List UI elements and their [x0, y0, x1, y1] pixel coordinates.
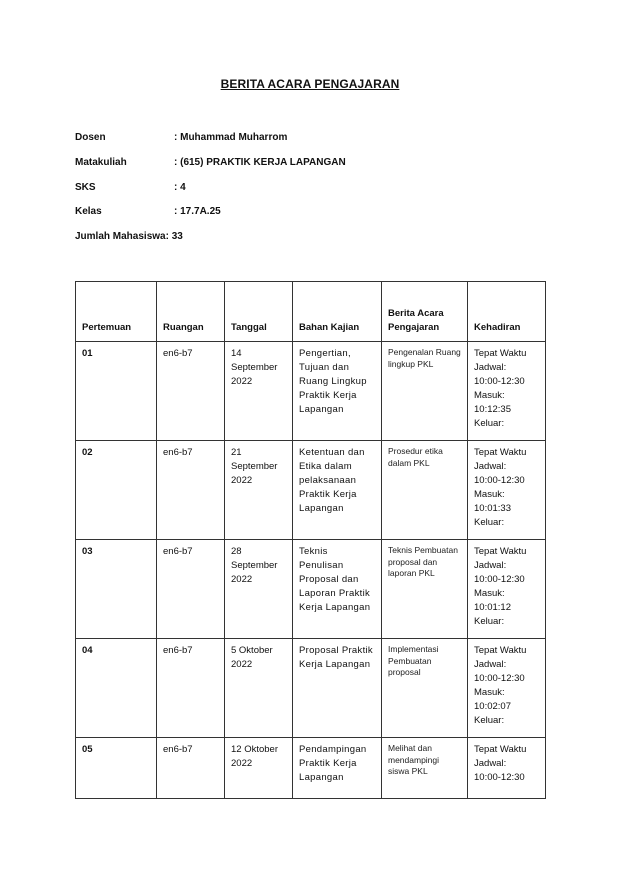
table-row	[76, 540, 546, 639]
info-row-matakuliah	[75, 157, 346, 168]
cell-tanggal: 21 September 2022	[225, 441, 293, 540]
cell-bahan-kajian: Teknis Penulisan Proposal dan Laporan Praktik Kerja Lapangan	[293, 540, 382, 639]
cell-bahan-kajian: Pengertian, Tujuan dan Ruang Lingkup Praktik Kerja Lapangan	[293, 342, 382, 441]
column-header: Tanggal	[225, 282, 293, 342]
cell-tanggal: 28 September 2022	[225, 540, 293, 639]
info-label: Dosen	[75, 132, 106, 143]
cell-tanggal: 12 Oktober 2022	[225, 738, 293, 799]
cell-berita-acara: Pengenalan Ruang lingkup PKL	[382, 342, 468, 441]
info-value: : 33	[165, 231, 183, 242]
info-value: : 17.7A.25	[174, 206, 221, 217]
cell-tanggal: 5 Oktober 2022	[225, 639, 293, 738]
table-row	[76, 738, 546, 799]
table-row	[76, 441, 546, 540]
info-row-kelas	[75, 206, 221, 217]
cell-ruangan: en6-b7	[157, 342, 225, 441]
info-label: SKS	[75, 182, 96, 193]
cell-pertemuan: 02	[76, 441, 157, 540]
column-header: Bahan Kajian	[293, 282, 382, 342]
cell-bahan-kajian: Proposal Praktik Kerja Lapangan	[293, 639, 382, 738]
column-header: Berita Acara Pengajaran	[382, 282, 468, 342]
table-row	[76, 342, 546, 441]
info-label: Jumlah Mahasiswa	[75, 231, 166, 242]
cell-kehadiran: Tepat Waktu Jadwal: 10:00-12:30 Masuk: 10:12:35 Keluar:	[468, 342, 546, 441]
cell-berita-acara: Teknis Pembuatan proposal dan laporan PKL	[382, 540, 468, 639]
info-label: Kelas	[75, 206, 102, 217]
column-header: Kehadiran	[468, 282, 546, 342]
cell-berita-acara: Melihat dan mendampingi siswa PKL	[382, 738, 468, 799]
cell-pertemuan: 03	[76, 540, 157, 639]
info-value: : 4	[174, 182, 186, 193]
info-value: : Muhammad Muharrom	[174, 132, 288, 143]
cell-pertemuan: 01	[76, 342, 157, 441]
table-row	[76, 639, 546, 738]
cell-pertemuan: 04	[76, 639, 157, 738]
cell-pertemuan: 05	[76, 738, 157, 799]
cell-berita-acara: Implementasi Pembuatan proposal	[382, 639, 468, 738]
cell-kehadiran: Tepat Waktu Jadwal: 10:00-12:30 Masuk: 10:01:12 Keluar:	[468, 540, 546, 639]
cell-berita-acara: Prosedur etika dalam PKL	[382, 441, 468, 540]
cell-tanggal: 14 September 2022	[225, 342, 293, 441]
column-header: Ruangan	[157, 282, 225, 342]
cell-ruangan: en6-b7	[157, 639, 225, 738]
table-header-row	[76, 282, 546, 342]
cell-kehadiran: Tepat Waktu Jadwal: 10:00-12:30 Masuk: 10:01:33 Keluar:	[468, 441, 546, 540]
info-row-sks	[75, 182, 186, 193]
cell-ruangan: en6-b7	[157, 441, 225, 540]
info-row-jumlah-mahasiswa	[75, 231, 183, 242]
cell-ruangan: en6-b7	[157, 540, 225, 639]
cell-kehadiran: Tepat Waktu Jadwal: 10:00-12:30	[468, 738, 546, 799]
cell-bahan-kajian: Pendampingan Praktik Kerja Lapangan	[293, 738, 382, 799]
cell-ruangan: en6-b7	[157, 738, 225, 799]
cell-bahan-kajian: Ketentuan dan Etika dalam pelaksanaan Praktik Kerja Lapangan	[293, 441, 382, 540]
info-label: Matakuliah	[75, 157, 127, 168]
cell-kehadiran: Tepat Waktu Jadwal: 10:00-12:30 Masuk: 10:02:07 Keluar:	[468, 639, 546, 738]
info-row-dosen	[75, 132, 287, 143]
document-title: BERITA ACARA PENGAJARAN	[220, 77, 400, 91]
attendance-table	[75, 281, 546, 799]
column-header: Pertemuan	[76, 282, 157, 342]
info-value: : (615) PRAKTIK KERJA LAPANGAN	[174, 157, 346, 168]
